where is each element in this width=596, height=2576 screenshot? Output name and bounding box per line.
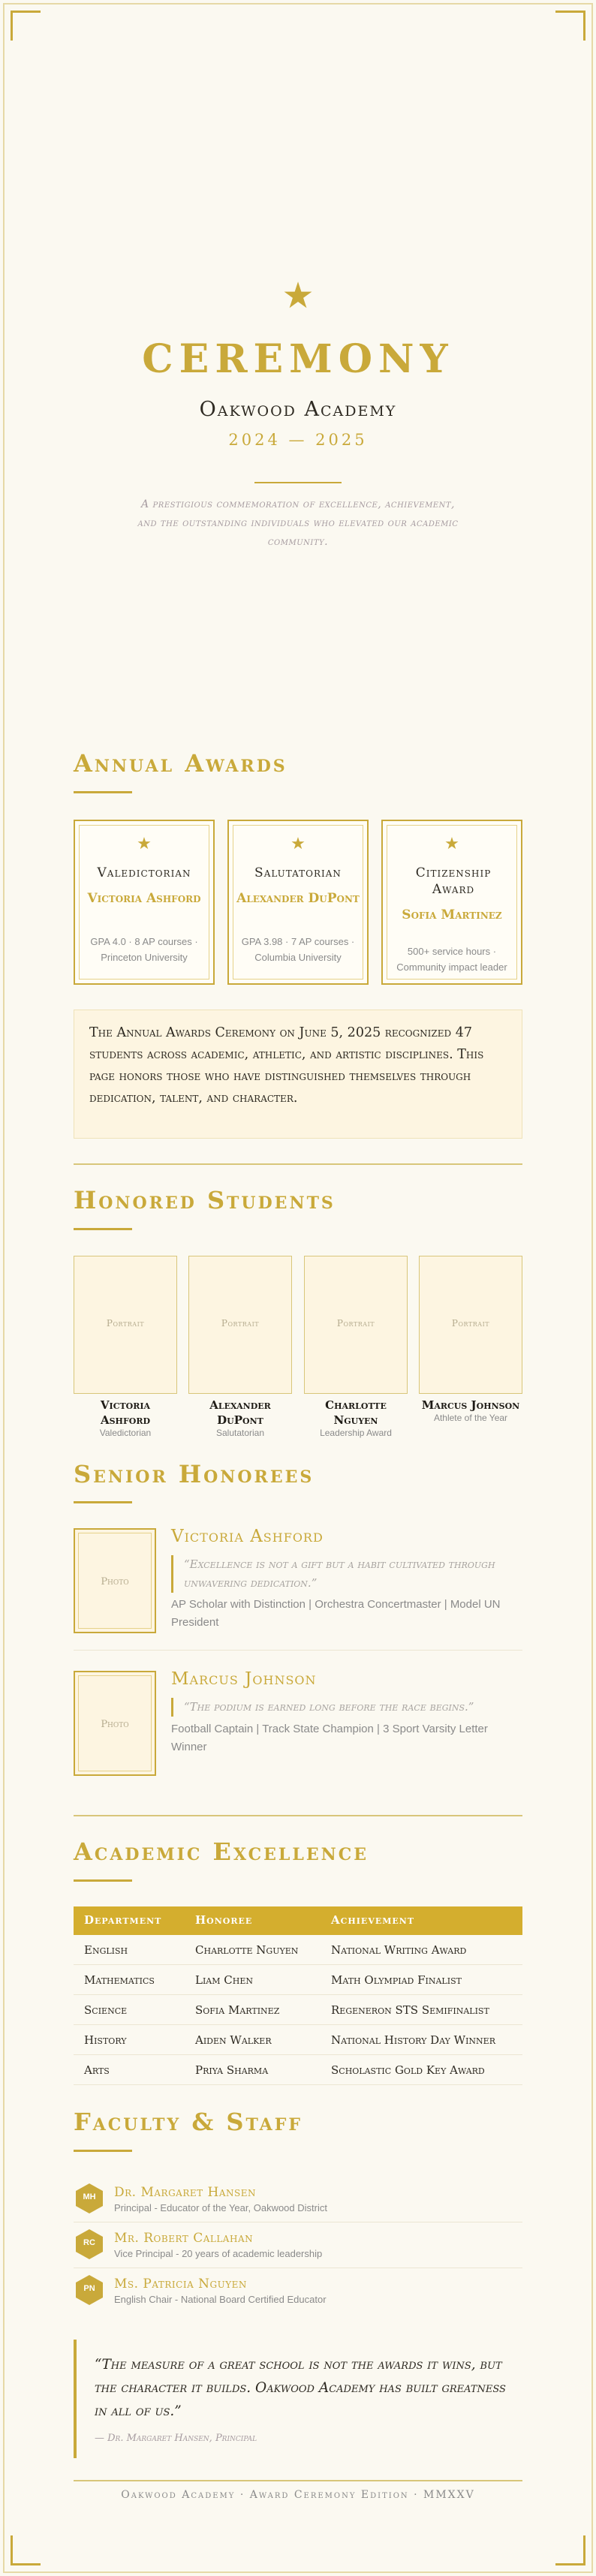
academic-excellence-table — [74, 1906, 522, 2085]
award-card-salutatorian — [227, 820, 369, 985]
table-row — [74, 1995, 522, 2025]
faculty-name: Mr. Robert Callahan — [114, 2231, 254, 2246]
hero-divider — [254, 482, 342, 483]
awards-intro-panel — [74, 1010, 522, 1139]
student-name: Marcus Johnson — [421, 1398, 520, 1412]
student-role: Athlete of the Year — [433, 1413, 508, 1423]
table-row — [74, 1965, 522, 1995]
closing-quote-text: “The measure of a great school is not the awards it wins, but the character it builds. Oakwood Academy has built greatness in all of us.” — [95, 2357, 506, 2419]
faculty-initials-badge: MH — [74, 2183, 105, 2214]
award-details: 500+ service hours · Community impact leader — [396, 946, 507, 973]
faculty-name: Ms. Patricia Nguyen — [114, 2277, 247, 2292]
section-underline — [74, 1879, 132, 1882]
table-row — [74, 2055, 522, 2085]
table-cell: Math Olympiad Finalist — [331, 1973, 462, 1987]
table-row — [74, 1935, 522, 1965]
section-title-faculty-staff: Faculty & Staff — [74, 2108, 303, 2136]
award-title: Valedictorian — [97, 865, 191, 880]
award-recipient: Alexander DuPont — [236, 891, 360, 906]
honoree-name: Marcus Johnson — [171, 1669, 317, 1689]
star-icon: ★ — [137, 835, 152, 853]
column-header: Achievement — [331, 1913, 415, 1927]
table-cell: English — [84, 1943, 128, 1957]
table-cell: Aiden Walker — [195, 2033, 272, 2047]
section-divider — [74, 1815, 522, 1816]
student-role: Valedictorian — [99, 1428, 152, 1438]
faculty-role: Principal - Educator of the Year, Oakwood District — [114, 2202, 327, 2213]
section-title-honored-students: Honored Students — [74, 1186, 336, 1214]
section-divider — [74, 1163, 522, 1165]
star-icon: ★ — [444, 835, 459, 853]
award-details: GPA 4.0 · 8 AP courses · Princeton University — [90, 936, 198, 963]
hero-school-name: Oakwood Academy — [199, 398, 397, 421]
section-underline — [74, 1501, 132, 1503]
corner-ornament-top-right — [555, 11, 585, 41]
table-cell: National History Day Winner — [331, 2033, 495, 2047]
section-title-senior-honorees: Senior Honorees — [74, 1460, 315, 1488]
student-role: Leadership Award — [320, 1428, 392, 1438]
corner-ornament-bottom-right — [555, 2535, 585, 2565]
table-header — [74, 1906, 522, 1935]
award-card-valedictorian — [74, 820, 215, 985]
closing-quote-block — [74, 2340, 522, 2458]
honoree-name: Victoria Ashford — [171, 1527, 324, 1546]
faculty-initials-badge: RC — [74, 2228, 105, 2260]
footer-text: Oakwood Academy · Award Ceremony Edition · MMXXV — [121, 2489, 475, 2501]
table-cell: Scholastic Gold Key Award — [331, 2063, 485, 2077]
honoree-achievements: Football Captain | Track State Champion | 3 Sport Varsity Letter Winner — [171, 1723, 488, 1753]
faculty-initials-badge: PN — [74, 2274, 105, 2306]
table-cell: Sofia Martinez — [195, 2003, 280, 2017]
table-row — [74, 2025, 522, 2055]
honoree-quote: “The podium is earned long before the race begins.” — [171, 1698, 522, 1717]
award-details: GPA 3.98 · 7 AP courses · Columbia University — [241, 936, 355, 963]
corner-ornament-top-left — [11, 11, 41, 41]
table-cell: Arts — [84, 2063, 110, 2077]
award-title: Salutatorian — [254, 865, 342, 880]
column-header: Honoree — [195, 1913, 253, 1927]
honoree-photo-placeholder: Photo — [74, 1671, 156, 1776]
star-icon: ★ — [281, 275, 315, 317]
hero-years: 2024 — 2025 — [228, 431, 368, 449]
portrait-placeholder: Portrait — [419, 1256, 522, 1394]
portrait-placeholder: Portrait — [74, 1256, 177, 1394]
honoree-achievements: AP Scholar with Distinction | Orchestra Concertmaster | Model UN President — [171, 1598, 501, 1629]
section-title-academic-excellence: Academic Excellence — [74, 1837, 369, 1866]
star-icon: ★ — [290, 835, 306, 853]
award-card-citizenship — [381, 820, 522, 985]
award-recipient: Sofia Martinez — [402, 907, 502, 922]
table-cell: Charlotte Nguyen — [195, 1943, 299, 1957]
faculty-role: Vice Principal - 20 years of academic leadership — [114, 2248, 323, 2259]
honoree-separator — [74, 1650, 522, 1651]
faculty-role: English Chair - National Board Certified Educator — [114, 2294, 327, 2305]
closing-quote-attribution: — Dr. Margaret Hansen, Principal — [95, 2433, 257, 2444]
table-cell: History — [84, 2033, 127, 2047]
portrait-placeholder: Portrait — [188, 1256, 292, 1394]
student-name: Victoria Ashford — [100, 1398, 151, 1427]
portrait-placeholder: Portrait — [304, 1256, 408, 1394]
honoree-quote: “Excellence is not a gift but a habit cultivated through unwavering dedication.” — [171, 1555, 522, 1593]
section-underline — [74, 2150, 132, 2152]
hero-title: CEREMONY — [142, 336, 454, 382]
table-cell: Science — [84, 2003, 128, 2017]
table-cell: Regeneron STS Semifinalist — [331, 2003, 489, 2017]
section-title-annual-awards: Annual Awards — [74, 749, 287, 778]
corner-ornament-bottom-left — [11, 2535, 41, 2565]
award-recipient: Victoria Ashford — [87, 891, 201, 906]
student-name: Charlotte Nguyen — [325, 1398, 387, 1427]
student-name: Alexander DuPont — [209, 1398, 271, 1427]
faculty-name: Dr. Margaret Hansen — [114, 2185, 257, 2200]
hero-tagline: A prestigious commemoration of excellence, achievement, and the outstanding individuals who elevated our academic community. — [137, 498, 459, 548]
footer-divider — [74, 2480, 522, 2481]
section-underline — [74, 791, 132, 793]
award-title: Citizenship Award — [415, 865, 492, 897]
student-role: Salutatorian — [215, 1428, 265, 1438]
column-header: Department — [84, 1913, 162, 1927]
section-underline — [74, 1228, 132, 1230]
table-cell: National Writing Award — [331, 1943, 467, 1957]
awards-intro-text: The Annual Awards Ceremony on June 5, 2025 recognized 47 students across academic, athletic, and artistic disciplines. This page honors those who have distinguished themselves through dedication, talent, and character. — [89, 1025, 484, 1106]
table-cell: Liam Chen — [195, 1973, 254, 1987]
table-cell: Priya Sharma — [195, 2063, 269, 2077]
table-cell: Mathematics — [84, 1973, 155, 1987]
honoree-photo-placeholder: Photo — [74, 1528, 156, 1633]
